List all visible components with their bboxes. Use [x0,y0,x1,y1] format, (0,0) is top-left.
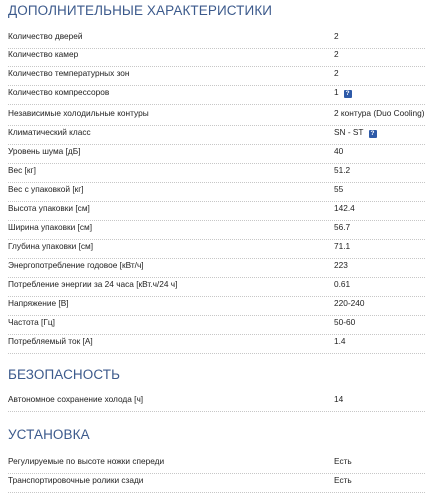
spec-row-weight [8,162,425,183]
spec-row-cooling-circuits [8,105,425,126]
spec-value: 55 [334,184,344,194]
spec-label: Потребляемый ток [А] [8,336,93,346]
spec-label: Напряжение [В] [8,298,69,308]
spec-value: 223 [334,260,348,270]
spec-label: Количество дверей [8,31,83,41]
spec-value: 0.61 [334,279,351,289]
section-title-installation: УСТАНОВКА [8,427,90,442]
spec-label: Независимые холодильные контуры [8,108,149,118]
spec-row-package-width [8,219,425,240]
spec-row-compressor-count [8,84,425,105]
spec-label: Вес [кг] [8,165,36,175]
spec-label: Частота [Гц] [8,317,55,327]
spec-label: Потребление энергии за 24 часа [кВт.ч/24 ч] [8,279,178,289]
spec-value: 2 [334,49,339,59]
spec-value: Есть [334,456,352,466]
spec-row-annual-energy [8,257,425,278]
help-icon[interactable]: ? [369,130,377,138]
spec-row-daily-energy [8,276,425,297]
spec-row-voltage [8,295,425,316]
spec-value-text: 1 [334,87,339,97]
spec-row-chamber-count [8,46,425,67]
spec-label: Высота упаковки [см] [8,203,90,213]
spec-value: 220-240 [334,298,365,308]
spec-value: 2 [334,31,339,41]
spec-value: 50-60 [334,317,356,327]
spec-row-package-height [8,200,425,221]
spec-label: Количество камер [8,49,79,59]
spec-value-text: SN - ST [334,127,364,137]
spec-label: Ширина упаковки [см] [8,222,93,232]
spec-row-climate-class [8,124,425,145]
spec-row-weight-packed [8,181,425,202]
spec-value [334,87,352,98]
spec-value: 56.7 [334,222,351,232]
spec-label: Уровень шума [дБ] [8,146,81,156]
spec-value: 1.4 [334,336,346,346]
spec-value: 2 контура (Duo Cooling) [334,108,425,118]
spec-row-package-depth [8,238,425,259]
spec-label: Энергопотребление годовое [кВт/ч] [8,260,144,270]
spec-label: Вес с упаковкой [кг] [8,184,84,194]
spec-row-transport-wheels [8,472,425,493]
spec-value: 2 [334,68,339,78]
spec-row-frequency [8,314,425,335]
spec-row-noise-level [8,143,425,164]
section-title-safety: БЕЗОПАСНОСТЬ [8,367,121,382]
help-icon[interactable]: ? [344,90,352,98]
spec-label: Климатический класс [8,127,91,137]
spec-value: 14 [334,394,344,404]
spec-value: 40 [334,146,344,156]
spec-label: Количество компрессоров [8,87,110,97]
spec-value [334,127,377,138]
spec-row-autonomous-cold [8,391,425,412]
spec-row-temperature-zones [8,65,425,86]
spec-row-adjustable-feet [8,453,425,474]
spec-value: Есть [334,475,352,485]
spec-row-current [8,333,425,354]
spec-value: 51.2 [334,165,351,175]
spec-value: 71.1 [334,241,351,251]
spec-label: Количество температурных зон [8,68,130,78]
spec-label: Глубина упаковки [см] [8,241,94,251]
spec-label: Автономное сохранение холода [ч] [8,394,144,404]
spec-label: Транспортировочные ролики сзади [8,475,144,485]
section-title-additional-characteristics: ДОПОЛНИТЕЛЬНЫЕ ХАРАКТЕРИСТИКИ [8,3,273,18]
spec-value: 142.4 [334,203,355,213]
spec-label: Регулируемые по высоте ножки спереди [8,456,165,466]
